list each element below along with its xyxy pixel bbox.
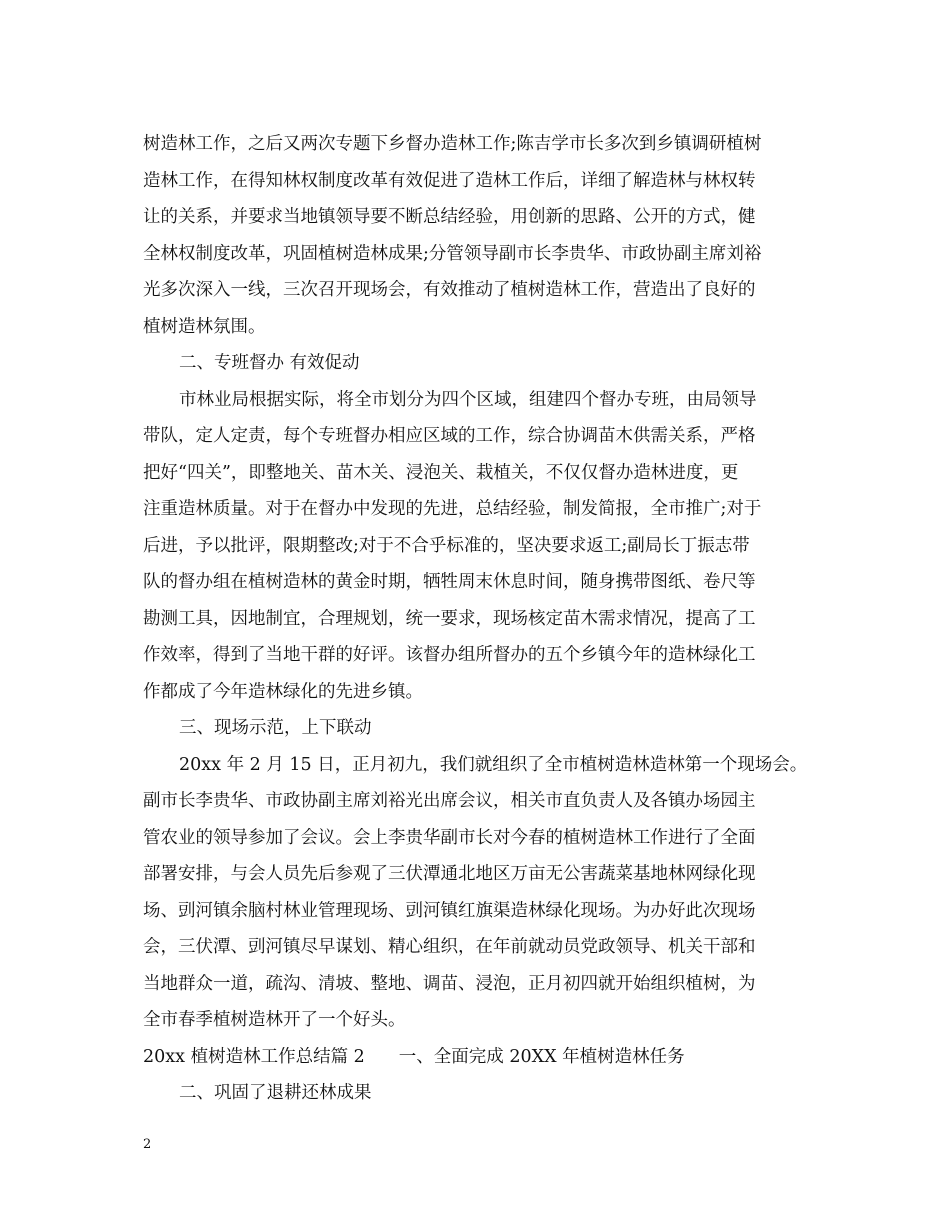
paragraph-line: 20xx 年 2 月 15 日，正月初九，我们就组织了全市植树造林造林第一个现场会。 [179, 754, 808, 775]
section-heading: 二、专班督办 有效促动 [179, 353, 360, 373]
document-body [143, 126, 823, 1112]
paragraph-line: 勘测工具，因地制宜，合理规划，统一要求，现场核定苗木需求情况，提高了工 [143, 608, 756, 629]
paragraph-line: 全林权制度改革，巩固植树造林成果;分管领导副市长李贵华、市政协副主席刘裕 [143, 243, 762, 264]
chapter-first-item: 一、全面完成 20XX 年植树造林任务 [398, 1046, 685, 1067]
paragraph-line: 副市长李贵华、市政协副主席刘裕光出席会议，相关市直负责人及各镇办场园主 [143, 791, 756, 811]
paragraph-line: 让的关系，并要求当地镇领导要不断总结经验，用创新的思路、公开的方式，健 [143, 207, 756, 227]
page-number: 2 [143, 1137, 152, 1152]
paragraph-line: 队的督办组在植树造林的黄金时期，牺牲周末休息时间，随身携带图纸、卷尺等 [143, 572, 756, 592]
paragraph-line: 管农业的领导参加了会议。会上李贵华副市长对今春的植树造林工作进行了全面 [143, 827, 756, 848]
paragraph-line: 后进，予以批评，限期整改;对于不合乎标准的，坚决要求返工;副局长丁振志带 [143, 535, 750, 556]
paragraph-line: 会，三伏潭、剅河镇尽早谋划、精心组织，在年前就动员党政领导、机关干部和 [143, 937, 756, 957]
paragraph-line: 场、剅河镇余脑村林业管理现场、剅河镇红旗渠造林绿化现场。为办好此次现场 [143, 900, 756, 921]
paragraph-line: 注重造林质量。对于在督办中发现的先进，总结经验，制发简报，全市推广;对于 [143, 499, 762, 519]
paragraph-line: 光多次深入一线，三次召开现场会，有效推动了植树造林工作，营造出了良好的 [143, 280, 756, 300]
paragraph-line: 当地群众一道，疏沟、清坡、整地、调苗、浸泡，正月初四就开始组织植树，为 [143, 973, 756, 994]
paragraph-line: 把好“四关”，即整地关、苗木关、浸泡关、栽植关，不仅仅督办造林进度，更 [143, 462, 739, 483]
paragraph-line: 市林业局根据实际，将全市划分为四个区域，组建四个督办专班，由局领导 [179, 389, 757, 410]
chapter-heading: 20xx 植树造林工作总结篇 2 [143, 1046, 365, 1067]
paragraph-line: 作都成了今年造林绿化的先进乡镇。 [143, 681, 423, 702]
section-heading: 三、现场示范，上下联动 [179, 718, 372, 738]
paragraph-line: 部署安排，与会人员先后参观了三伏潭通北地区万亩无公害蔬菜基地林网绿化现 [143, 864, 756, 884]
paragraph-line: 植树造林氛围。 [143, 316, 266, 337]
chapter-heading-line [143, 1039, 823, 1076]
paragraph-line: 作效率，得到了当地干群的好评。该督办组所督办的五个乡镇今年的造林绿化工 [143, 645, 756, 665]
section-heading: 二、巩固了退耕还林成果 [179, 1083, 372, 1103]
paragraph-line: 全市春季植树造林开了一个好头。 [143, 1010, 406, 1030]
paragraph-line: 树造林工作，之后又两次专题下乡督办造林工作;陈吉学市长多次到乡镇调研植树 [143, 134, 762, 154]
paragraph-line: 带队，定人定责，每个专班督办相应区域的工作，综合协调苗木供需关系，严格 [143, 426, 756, 446]
paragraph-line: 造林工作，在得知林权制度改革有效促进了造林工作后，详细了解造林与林权转 [143, 170, 756, 191]
